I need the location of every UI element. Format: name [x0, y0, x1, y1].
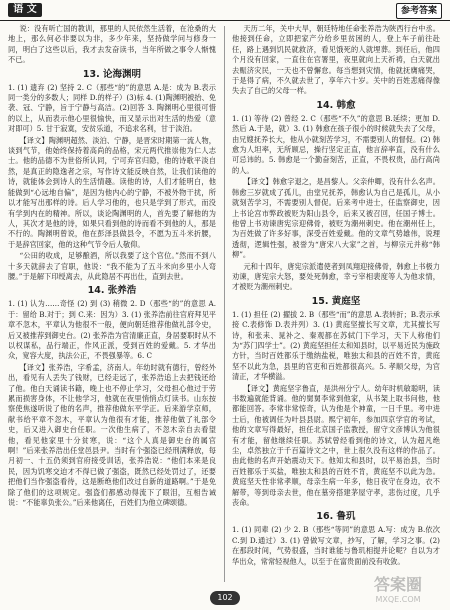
answer-paragraph: 1. (1) 同辈 (2) 少 2. B（那些“等同”的意思 A.写：成为 B.依次 C.到 D.通过）3. (1) 曾做写文章，抄写，了解，学习之事。(2) 在那段时间，气势很盛，当时谁能与鲁玑相提并论呢？自以为才华出众，常常轻视他人，以至于在富贵面前没有收敛。 [232, 525, 440, 566]
left-column [8, 24, 216, 586]
translation-paragraph: 【译文】黄庭坚字鲁直，是洪州分宁人。幼年时机敏聪明，读书数遍就能背诵。他的舅舅李常到他家，从书架上取书问他，他都能回答。李常非常惊奇，认为他是个神童，一日千里。考中进士后，他被调任为叶县县尉。熙宁初年，参加四京学官的考试，他的文章写得最好，担任北京国子监教授，留守文彦博认为他很有才能，留他继续任职。苏轼曾经看到他的诗文，认为超凡绝尘，卓然独立于千百篇诗文之中，世上很久没有这样的作品了。由此他的名声开始震动天下。他知太和县时，以平易治县，当时百姓都乐于买盐，唯独太和县的百姓不肯，黄庭坚不以此为急。黄庭坚天性非常孝顺，母亲生病一年多，他日夜守在身边，衣不解带，等到母亲去世，他在墓旁搭建茅屋守孝，悲伤过度，几乎丧命。 [232, 383, 440, 508]
watermark-logo [352, 572, 444, 606]
watermark-text: 答案圈 [373, 575, 423, 594]
translation-paragraph: 【译文】韩愈字退之，是昌黎人。父亲仲卿，没有什么名声。韩愈三岁就成了孤儿，由堂兄抚养，韩愈认为自己是孤儿，从小就刻苦学习，不需要别人督促。后来考中进士，任监察御史，因上书论宫市弊政被贬为阳山县令，后来又被召回，任国子博士。他曾上书劝谏唐宪宗迎佛骨，被贬为潮州刺史。他在潮州任上，为百姓做了许多好事，深受百姓爱戴。他的文章气势雄伟，说理透彻，逻辑性强，被誉为“唐宋八大家”之首，与柳宗元并称“韩柳”。 [232, 177, 440, 260]
continued-paragraph: 天历二年，关中大旱，朝廷特地任命张养浩为陕西行台中丞。他接到任命，立即把家产分给乡里贫困的人，登上车子前往赴任，路上遇到饥民就救济，看见饿死的人就埋葬。到任后，他四个月没有回家，一直住在官署里，夜里就向上天祈祷，白天就出去赈济灾民，一天也不曾懈怠。每当想到灾情，他就抚膺痛哭，于是得了病，不久就去世了，享年六十岁。关中的百姓悲痛得像失去了自己的父母一样。 [232, 24, 440, 96]
answer-paragraph: 1. (1) 遗弃 (2) 坚持 2. C（那些“的”的意思 A.是：成为 B.表示同一类分的多数人；同样 D.的样子）(3)标 4. (1)陶渊明被抬、免袭、冠、宁静，旨于宁静与高洁。(2)回答 3. 陶渊明心里很可惜的以上，从而表示他心里很愉快，而又显示出对生活的热爱（意对即可）5. 甘于寂寞，安贫乐道，不追求名利，甘于淡泊。 [8, 82, 216, 134]
section-title-14: 14. 张养浩 [87, 285, 137, 297]
answer-paragraph: 1. (1) 等待 (2) 曾经 2. C（那些“不久”的意思 B.延续；更加 D.然后 A.于是，就）3. (1) 韩愈在孩子很小的时候就失去了父母，由兄嫂抚养长大，他从小就刻苦学习，不需要别人的督促。(2) 韩愈为人坦率，无所顾忌，操行坚定正直，他言辞率直，没有什么可忌讳的。5. 韩愈是一个勤奋刻苦，正直，不畏权贵，品行高尚的人。 [232, 113, 440, 175]
translation-paragraph: 【译文】张养浩，字希孟，济南人。年幼时就有德行，曾经外出，看见有人丢失了钱财，已经走远了，张养浩追上去把钱还给了他。他白天诵读书籍，晚上也不停止学习，父母担心他过于劳累而损害身体，不让他学习，他就在夜里悄悄点灯读书。山东按察使焦遂听说了他的名声，推荐他做东平学正。后来游学京师，献书给平章不忽木，平章认为他很有才能，推荐他做了礼部令史，后又进入御史台任职。一次他生病了，不忽木亲自去看望他，看见他家里十分贫寒，说：“这个人真是御史台的属官啊！”后来张养浩出任堂邑县尹。当时有个强盗已经刑满释放，每月初一、十五仍须到官府接受训话，张养浩说：“他们本来是良民，因为饥寒交迫才不得已做了强盗，既然已经处罚过了，还要把他们当作强盗看待，这是断绝他们改过自新的道路啊。”于是免除了他们的这项规定。强盗们都感动得流下了眼泪，互相告诫说：“不能辜负张公。”后来他离任，百姓们为他立碑颂德。 [8, 362, 216, 508]
page-header [0, 0, 450, 21]
right-column [232, 24, 440, 586]
watermark-url: MXQE.COM [375, 595, 421, 604]
answer-paragraph: 1. (1) 认为……奇怪 (2) 到 (3) 稍微 2. D（那些“的”的意思 A.于：留给 B.对于；到 C.来：因为）3. (1) 张养浩前往官府拜见平章不忽木，平章认为他很不一般，便向朝廷推荐他做礼部令史，后又被推荐到御史台。(2) 张养浩为官清廉正直，身居要职时从不以权谋私，品行端正，作风正派，受到百姓的爱戴。5. 才华出众，宽容大度，执法公正，不畏强暴等。6. C [8, 299, 216, 361]
intro-paragraph: 说：没有听亡国的教训，那里的人民依然生活着，在沧桑的大地上，那么何必非要以为非，多少年来，坚持做学问与修身一同，明白了这些以后，我才去发奋读书，当年所做之事令人惭愧不已。 [8, 24, 216, 65]
column-divider [224, 26, 225, 582]
section-title-13: 13. 论海渊明 [82, 68, 142, 80]
translation-paragraph: “公田的收成，足够酿酒，所以我要了这个官位。”然而不到八十多天就辞去了官职，他说：“我不能为了五斗米向乡里小人弯腰。”于是解下印绶离去，从此隐居不再出仕，直到去世。 [8, 251, 216, 281]
section-title-15: 15. 黄庭坚 [311, 295, 361, 307]
answer-section-tag: 参考答案 [396, 3, 442, 19]
answer-paragraph: 1. (1) 担任 (2) 擢拔 2. B（那些“而”的意思 A.表转折；B.表示承接 C.表修饰 D.表并列）3. (1) 黄庭坚擅长写文章，尤其擅长写诗，和张耒、晁补之、秦观都在苏轼门下学习，天下人称他们为“苏门四学士”。(2) 黄庭坚担任太和知县时，以平易近民为施政方针，当时百姓都乐于缴纳盐税，唯独太和县的百姓不肯，黄庭坚不以此为急，县里的官吏和百姓都很高兴。5. 孝顺父母，为官清正，才华横溢。 [232, 309, 440, 382]
translation-paragraph: 【译文】陶渊明超然、淡泊、宁静，是晋宋时期第一流人物，谈到气节，他始终保持着高尚的品格，宋元两代推崇他为仁人志士。他的品德不为世俗所认同，宁可弃官归隐，他的诗歌平淡自然，是真正的隐逸者之宗，写作诗文能反映自然，让我们读他的诗，就能体会到诗人的生活情趣。读他的诗，人们才能明白，他能做到“心远地自偏”，是因为他内心的宁静，不被外物干扰，所以才能写出那样的诗。后人学习他的，也只是学到了形式，而没有学到内在的精神。所以，谈论陶渊明的人，首先要了解他的为人，其次才是他的诗，如果只看到他的诗而看不到他的人，那是不行的。陶渊明曾说，他在彭泽县做县令，不愿为五斗米折腰，于是辞官回家，他的这种气节令后人敬仰。 [8, 135, 216, 249]
section-title-14b: 14. 韩愈 [316, 99, 356, 111]
section-title-16: 16. 鲁玑 [316, 511, 356, 523]
page-number: 102 [210, 591, 240, 605]
translation-paragraph: 元和十四年，唐宪宗派遣使者到凤翔迎接佛骨，韩愈上书极力劝谏，唐宪宗大怒，要处死韩愈，幸亏宰相裴度等人为他求情，才被贬为潮州刺史。 [232, 261, 440, 292]
subject-tag: 语 文 [8, 3, 42, 17]
